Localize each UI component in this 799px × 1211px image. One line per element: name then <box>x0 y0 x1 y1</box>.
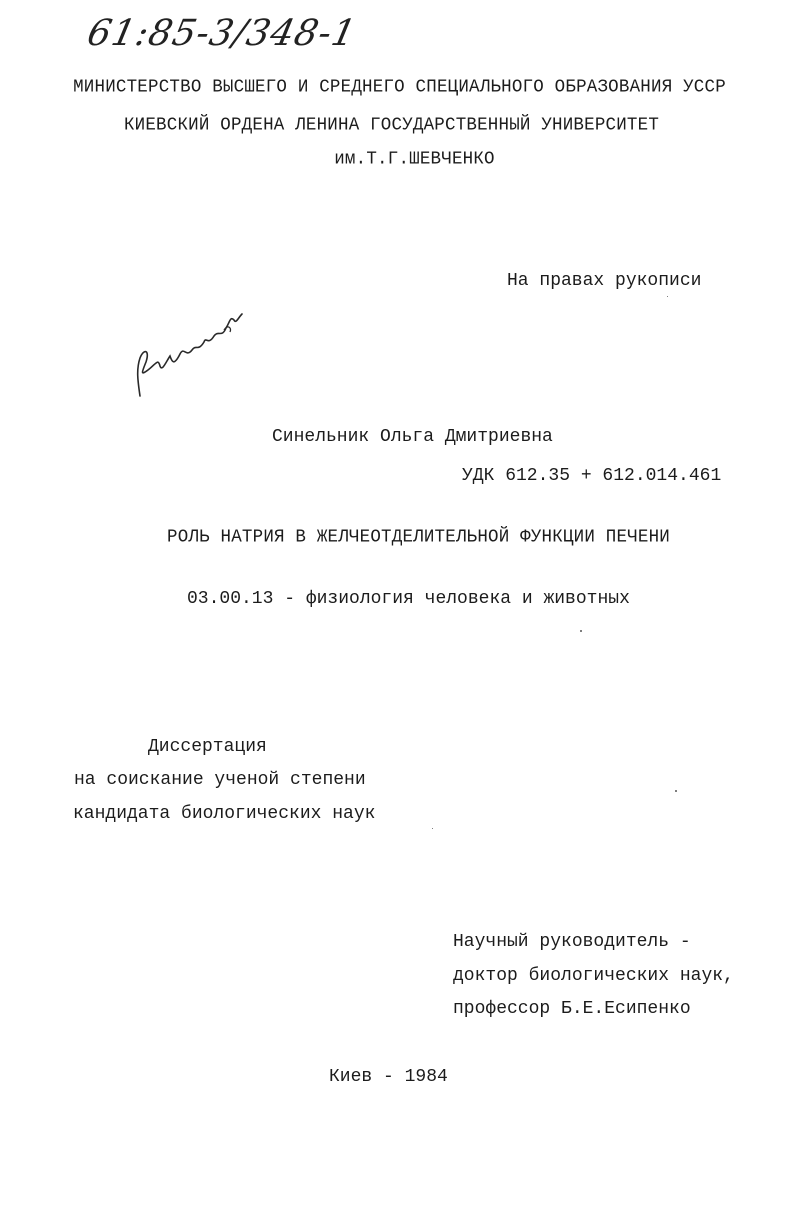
specialty-code: 03.00.13 - физиология человека и животных <box>187 589 630 609</box>
handwritten-signature <box>126 300 256 400</box>
degree-name: кандидата биологических наук <box>73 804 376 824</box>
dissertation-label: Диссертация <box>148 737 267 757</box>
scan-speck <box>667 296 668 297</box>
udc-code: УДК 612.35 + 612.014.461 <box>462 466 722 486</box>
manuscript-rights-note: На правах рукописи <box>507 271 702 291</box>
author-name: Синельник Ольга Дмитриевна <box>272 427 553 447</box>
university-name-header: им.Т.Г.ШЕВЧЕНКО <box>334 148 495 170</box>
scan-speck <box>675 790 677 792</box>
scan-speck <box>580 630 582 632</box>
handwritten-archive-code: 61:85-3/348-1 <box>83 13 361 54</box>
ministry-header: МИНИСТЕРСТВО ВЫСШЕГО И СРЕДНЕГО СПЕЦИАЛЬНОГО ОБРАЗОВАНИЯ УССР <box>73 76 726 98</box>
supervisor-role: Научный руководитель - <box>453 932 691 952</box>
scan-speck <box>432 828 433 829</box>
supervisor-degree: доктор биологических наук, <box>453 966 734 986</box>
dissertation-title: РОЛЬ НАТРИЯ В ЖЕЛЧЕОТДЕЛИТЕЛЬНОЙ ФУНКЦИИ ПЕЧЕНИ <box>167 526 670 548</box>
degree-purpose: на соискание ученой степени <box>74 770 366 790</box>
place-and-year: Киев - 1984 <box>329 1067 448 1087</box>
university-header: КИЕВСКИЙ ОРДЕНА ЛЕНИНА ГОСУДАРСТВЕННЫЙ УНИВЕРСИТЕТ <box>123 114 660 136</box>
supervisor-name: профессор Б.Е.Есипенко <box>453 999 691 1019</box>
